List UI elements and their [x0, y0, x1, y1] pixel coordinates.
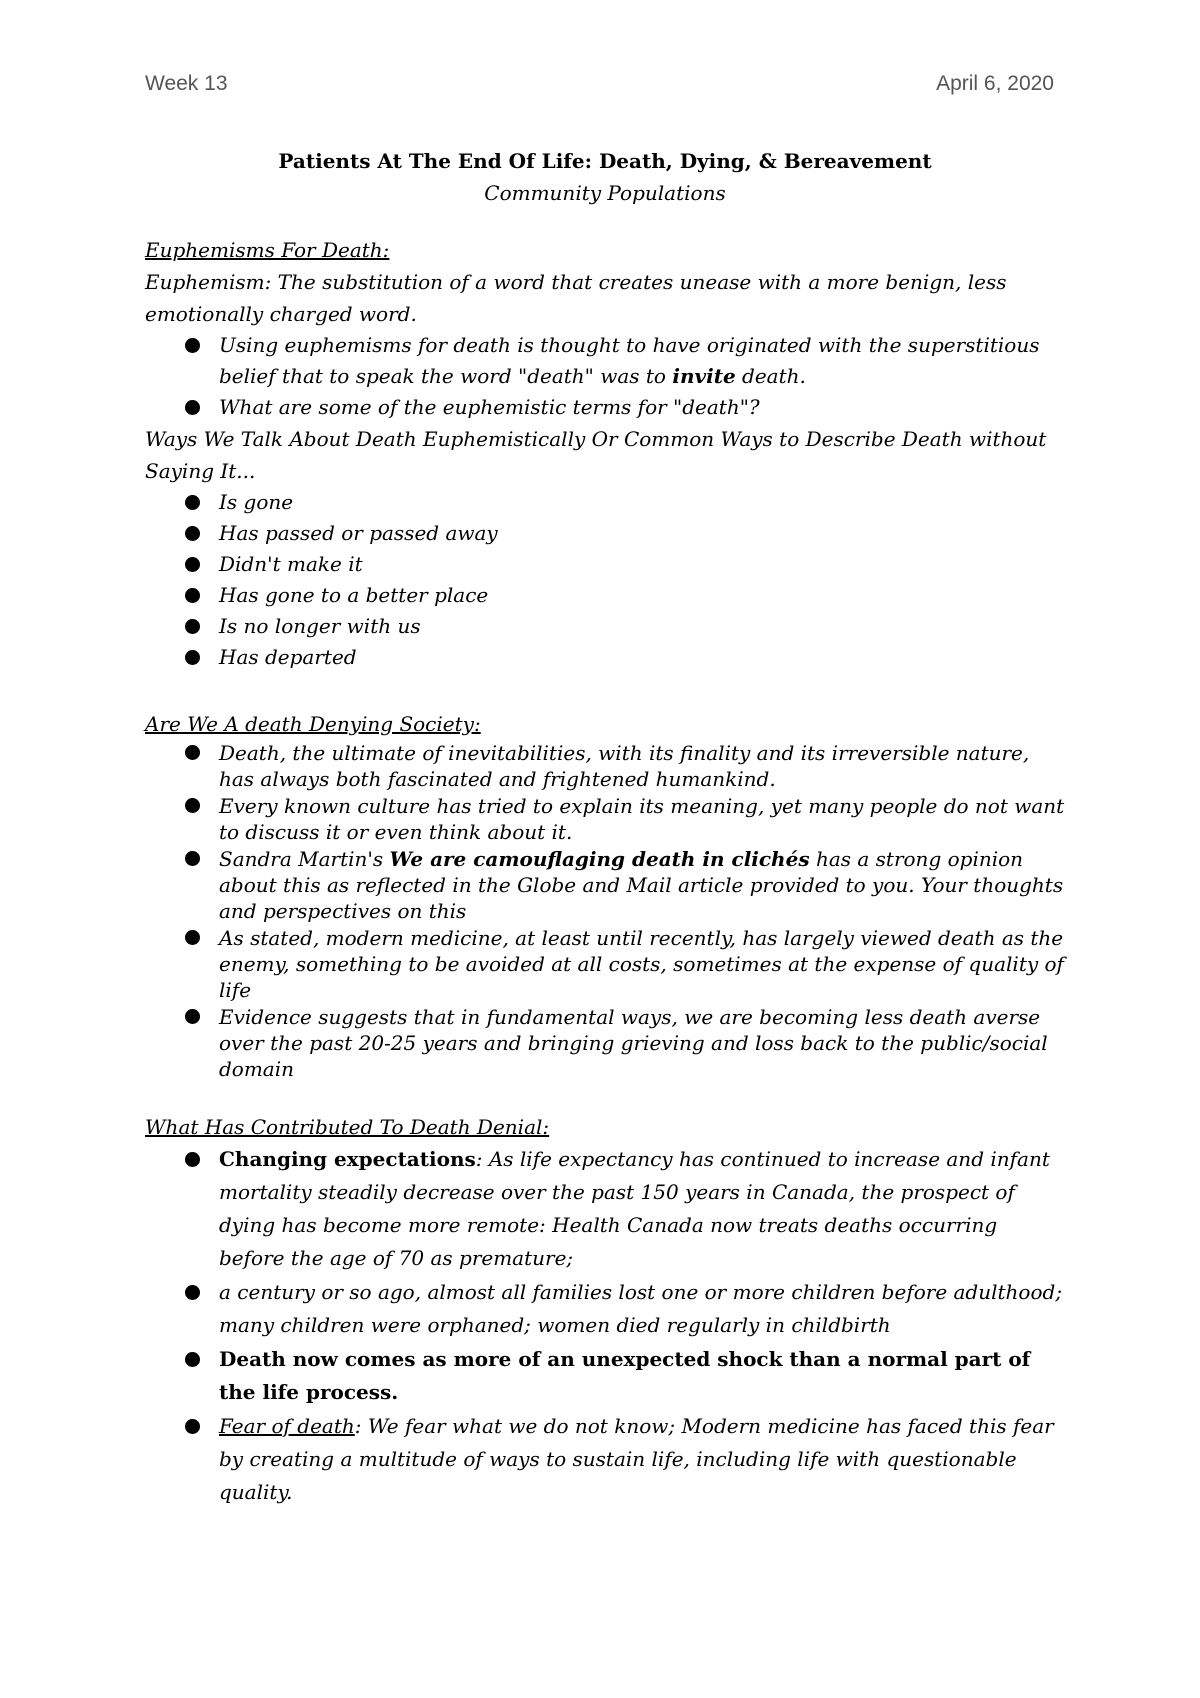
list-item: Has departed	[145, 642, 1065, 673]
header-date: April 6, 2020	[936, 72, 1054, 95]
bullet-text: death.	[735, 364, 806, 388]
list-item: As stated, modern medicine, at least until recently, has largely viewed death as the enemy, something to be avoided at all costs, sometimes at the expense of quality of life	[145, 925, 1065, 1003]
bullet-bold-text: Death now comes as more of an unexpected shock than a normal part of the life process.	[219, 1347, 1031, 1404]
list-item: Every known culture has tried to explain its meaning, yet many people do not want to discuss it or even think about it.	[145, 793, 1065, 845]
list-item: Death, the ultimate of inevitabilities, with its finality and its irreversible nature, has always both fascinated and frightened humankind.	[145, 740, 1065, 792]
header-week: Week 13	[145, 72, 228, 95]
section-heading-death-denial: What Has Contributed To Death Denial:	[145, 1115, 550, 1139]
section-heading-death-denying: Are We A death Denying Society:	[145, 712, 481, 736]
list-item: What are some of the euphemistic terms for "death"?	[145, 392, 1065, 423]
list-item	[145, 1143, 1065, 1275]
document-subtitle: Community Populations	[484, 181, 726, 205]
bullet-text: : As life expectancy has continued to increase and infant mortality steadily decrease over the past 150 years in Canada, the prospect of dying has become more remote: Health Canada now treats deaths occurring before the age of 70 as premature;	[219, 1147, 1050, 1270]
list-item: a century or so ago, almost all families lost one or more children before adulthood; many children were orphaned; women died regularly in childbirth	[145, 1276, 1065, 1342]
death-denial-bullets	[145, 1143, 1065, 1509]
list-item: Didn't make it	[145, 549, 1065, 580]
document-title: Patients At The End Of Life: Death, Dying, & Bereavement	[278, 149, 932, 173]
list-item	[145, 846, 1065, 924]
bullet-text: : We fear what we do not know; Modern medicine has faced this fear by creating a multitude of ways to sustain life, including life with questionable quality.	[219, 1414, 1054, 1504]
list-item: Is gone	[145, 487, 1065, 518]
euphemism-terms-list	[145, 487, 1065, 673]
list-item	[145, 330, 1065, 392]
list-item	[145, 1343, 1065, 1409]
death-denying-bullets	[145, 740, 1065, 1082]
bullet-bold-text: Changing expectations	[219, 1147, 476, 1171]
list-item: Has gone to a better place	[145, 580, 1065, 611]
bullet-text: has a strong opinion about this as reflected in the Globe and Mail article provided to you. Your thoughts and perspectives on this	[219, 847, 1064, 923]
bullet-bold-text: invite	[672, 364, 736, 388]
bullet-underlined-text: Fear of death	[219, 1414, 355, 1438]
list-item: Evidence suggests that in fundamental ways, we are becoming less death averse over the past 20-25 years and bringing grieving and loss back to the public/social domain	[145, 1004, 1065, 1082]
bullet-bold-text: We are camouflaging death in clichés	[389, 847, 810, 871]
list-item: Is no longer with us	[145, 611, 1065, 642]
bullet-text: Sandra Martin's	[219, 847, 390, 871]
list-item	[145, 1410, 1065, 1509]
euphemism-bullets	[145, 330, 1065, 423]
section-heading-euphemisms: Euphemisms For Death:	[145, 238, 390, 262]
bullet-text: Using euphemisms for death is thought to have originated with the superstitious belief that to speak the word "death" was to	[219, 333, 1040, 388]
list-item: Has passed or passed away	[145, 518, 1065, 549]
euphemism-definition: Euphemism: The substitution of a word that creates unease with a more benign, less emotionally charged word.	[145, 270, 1007, 326]
document-body	[145, 145, 1065, 1510]
ways-intro: Ways We Talk About Death Euphemistically Or Common Ways to Describe Death without Saying It...	[145, 427, 1047, 483]
